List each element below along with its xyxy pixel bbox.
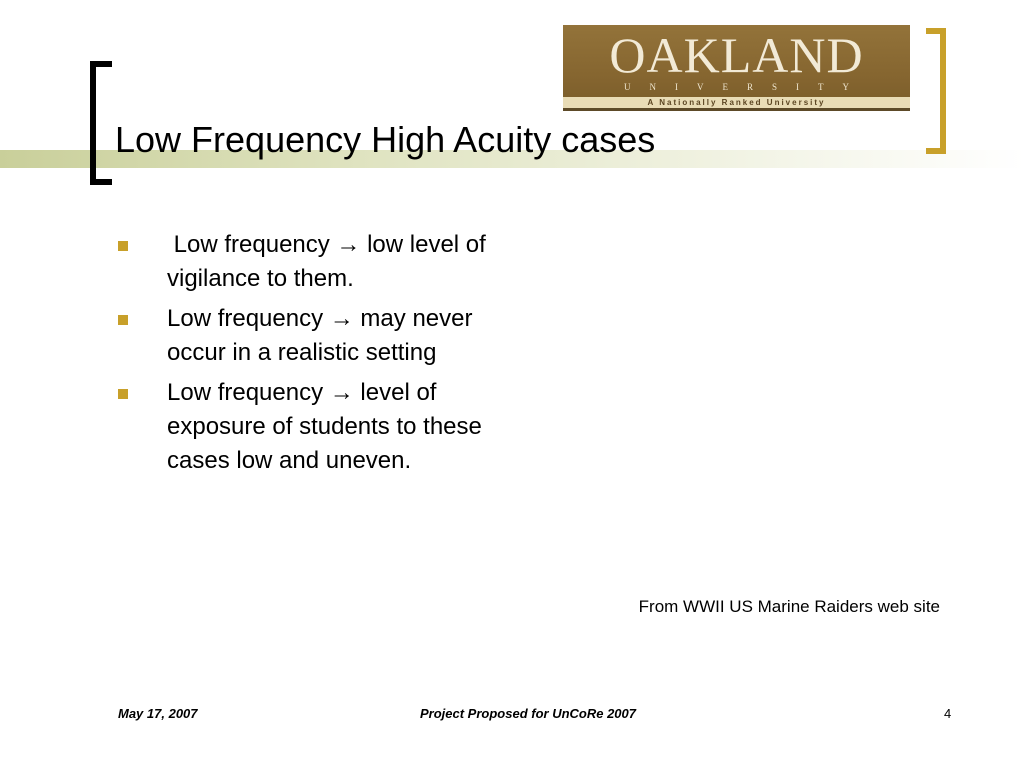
- bullet-list: [116, 228, 536, 484]
- logo-wordmark: OAKLAND: [609, 27, 864, 83]
- bullet-item: [116, 228, 536, 296]
- footer-date: May 17, 2007: [118, 706, 198, 721]
- footer-title: Project Proposed for UnCoRe 2007: [420, 706, 636, 721]
- bullet-text: Low frequency → may never occur in a realistic setting: [167, 305, 480, 366]
- bullet-item: [116, 302, 536, 370]
- page-number: 4: [944, 706, 952, 721]
- square-bullet-icon: [118, 389, 128, 399]
- square-bullet-icon: [118, 315, 128, 325]
- logo-tagline: A Nationally Ranked University: [563, 97, 910, 108]
- bullet-text: Low frequency → low level of vigilance to them.: [167, 231, 493, 292]
- left-bracket-decoration: [90, 61, 112, 185]
- bullet-text: Low frequency → level of exposure of students to these cases low and uneven.: [167, 379, 489, 474]
- right-bracket-decoration: [926, 28, 946, 154]
- square-bullet-icon: [118, 241, 128, 251]
- bullet-item: [116, 376, 536, 478]
- logo-subtitle: UNIVERSITY: [624, 82, 868, 92]
- oakland-university-logo: [563, 25, 910, 111]
- slide-title: Low Frequency High Acuity cases: [115, 119, 656, 160]
- source-caption: From WWII US Marine Raiders web site: [638, 597, 940, 616]
